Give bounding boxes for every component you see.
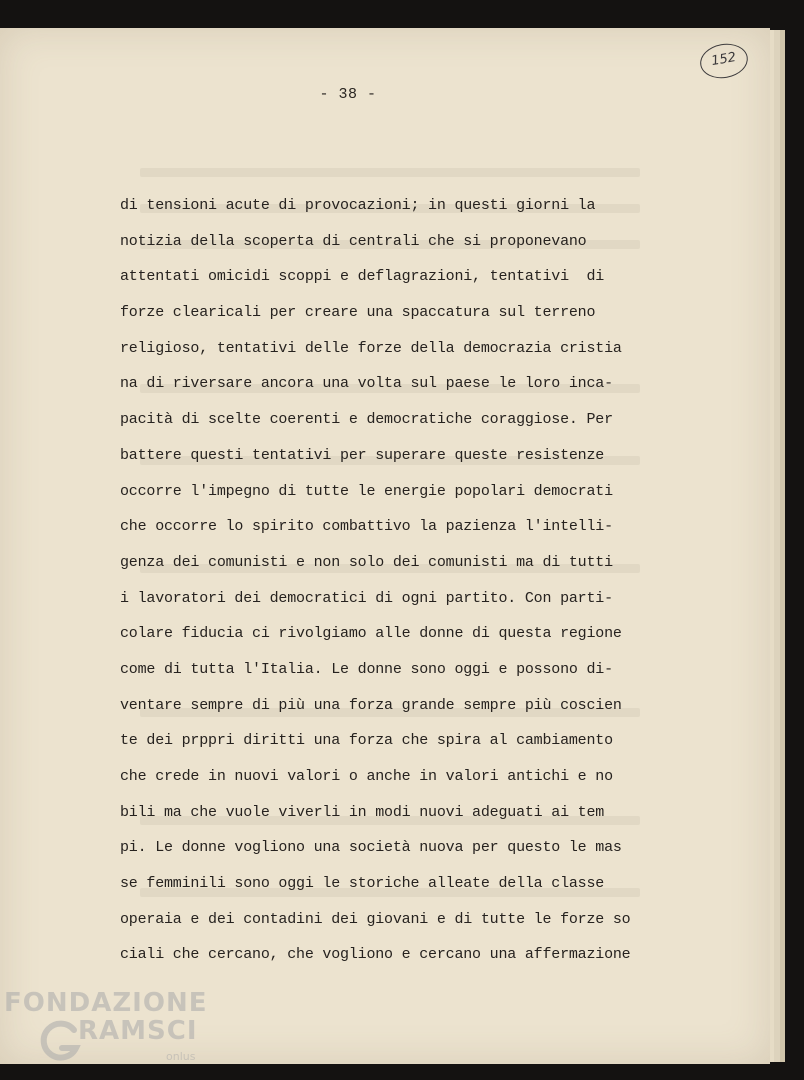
text-line: attentati omicidi scoppi e deflagrazioni, tentativi di [120,268,605,286]
text-line: occorre l'impegno di tutte le energie popolari democrati [120,482,613,500]
text-line: ventare sempre di più una forza grande sempre più coscien [120,696,622,714]
text-line: religioso, tentativi delle forze della democrazia cristia [120,339,622,357]
text-line: operaia e dei contadini dei giovani e di tutte le forze so [120,910,631,928]
watermark-text: RAMSCI [78,1016,198,1046]
typewritten-page [0,28,770,1064]
text-line: come di tutta l'Italia. Le donne sono oggi e possono di- [120,660,613,678]
text-line: colare fiducia ci rivolgiamo alle donne di questa regione [120,625,622,643]
text-line: genza dei comunisti e non solo dei comunisti ma di tutti [120,553,613,571]
text-line: che crede in nuovi valori o anche in valori antichi e no [120,768,613,785]
text-line: forze clearicali per creare una spaccatura sul terreno [120,304,596,322]
watermark-text: onlus [166,1050,196,1063]
text-line: che occorre lo spirito combattivo la pazienza l'intelli- [120,518,613,536]
text-line: bili ma che vuole viverli in modi nuovi adeguati ai tem [120,803,605,821]
text-line: battere questi tentativi per superare queste resistenze [120,446,605,464]
text-line: i lavoratori dei democratici di ogni partito. Con parti- [120,589,613,607]
page-number: - 38 - [319,86,377,103]
text-line: di tensioni acute di provocazioni; in questi giorni la [120,197,596,214]
text-line: te dei prppri diritti una forza che spira al cambiamento [120,732,613,750]
body-text [120,188,650,973]
text-line: pi. Le donne vogliono una società nuova per questo le mas [120,839,622,857]
bleed-through [140,168,640,177]
watermark-g-icon [36,1018,82,1064]
archive-page-number: 152 [697,40,750,82]
watermark-logo [4,988,214,1078]
text-line: pacità di scelte coerenti e democratiche coraggiose. Per [120,411,613,429]
text-line: na di riversare ancora una volta sul paese le loro inca- [120,375,613,393]
text-line: se femminili sono oggi le storiche alleate della classe [120,875,605,893]
watermark-text: FONDAZIONE [4,988,208,1018]
text-line: notizia della scoperta di centrali che si proponevano [120,232,587,250]
text-line: ciali che cercano, che vogliono e cercano una affermazione [120,946,631,964]
